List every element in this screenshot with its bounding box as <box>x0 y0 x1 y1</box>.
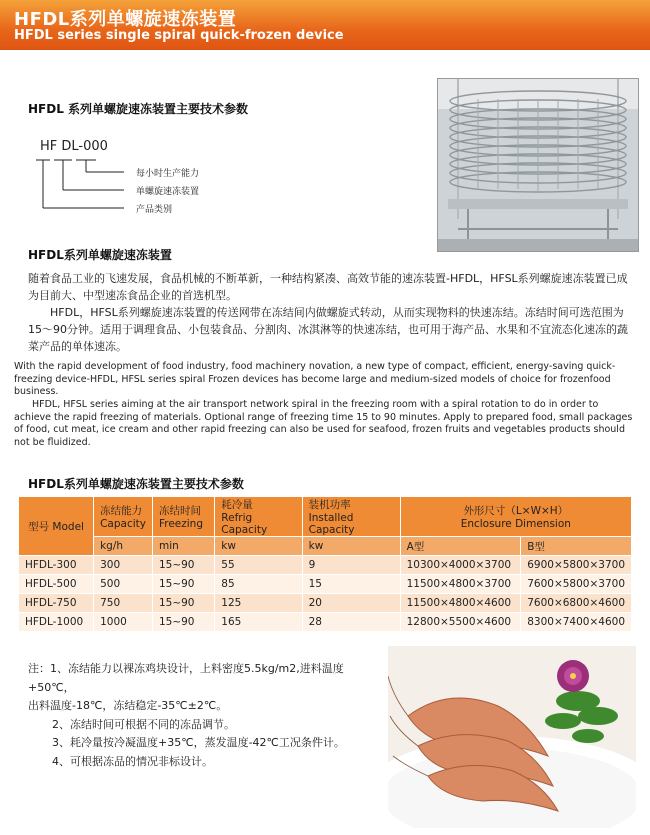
cell-dim-b: 8300×7400×4600 <box>521 613 632 632</box>
shrimp-photo <box>388 646 636 828</box>
cell-power: 28 <box>302 613 400 632</box>
title-en: HFDL series single spiral quick-frozen device <box>14 28 344 43</box>
cell-refrig: 85 <box>215 575 302 594</box>
cell-model: HFDL-750 <box>19 594 94 613</box>
table-row <box>19 575 632 594</box>
cell-power: 20 <box>302 594 400 613</box>
cell-capacity: 500 <box>94 575 153 594</box>
cell-dim-a: 10300×4000×3700 <box>400 556 521 575</box>
installed-header: 装机功率 Installed Capacity <box>302 497 400 537</box>
cell-time: 15~90 <box>152 575 214 594</box>
unit-installed: kw <box>302 537 400 556</box>
refrig-header: 耗冷量 Refrig Capacity <box>215 497 302 537</box>
dim-b-header: B型 <box>521 537 632 556</box>
cell-time: 15~90 <box>152 594 214 613</box>
label-category: 产品类别 <box>136 205 173 215</box>
label-capacity: 每小时生产能力 <box>136 169 200 179</box>
title-cn: HFDL系列单螺旋速冻装置 <box>14 9 237 30</box>
cell-power: 9 <box>302 556 400 575</box>
unit-freezing: min <box>152 537 214 556</box>
table-header-row <box>19 497 632 537</box>
cell-dim-b: 7600×6800×4600 <box>521 594 632 613</box>
table-row <box>19 613 632 632</box>
dim-a-header: A型 <box>400 537 521 556</box>
cell-dim-b: 6900×5800×3700 <box>521 556 632 575</box>
intro-en-1: With the rapid development of food industry, food machinery novation, a new type of compact, efficient, energy-saving quick-freezing device-HFDL, HFSL series spiral Frozen devices has become large and medium-sized models of choice for frozenfood business. <box>14 361 616 397</box>
cell-dim-b: 7600×5800×3700 <box>521 575 632 594</box>
spec-heading: HFDL 系列单螺旋速冻装置主要技术参数 <box>28 102 249 116</box>
table-unit-row <box>19 537 632 556</box>
table-row <box>19 556 632 575</box>
spec-table <box>18 496 632 632</box>
cell-refrig: 125 <box>215 594 302 613</box>
model-code-diagram <box>36 158 126 214</box>
header-banner <box>0 0 650 50</box>
cell-time: 15~90 <box>152 556 214 575</box>
unit-refrig: kw <box>215 537 302 556</box>
note-line: 2、冻结时间可根据不同的冻品调节。 <box>52 717 235 731</box>
table-row <box>19 594 632 613</box>
model-header: 型号 Model <box>19 497 94 556</box>
cell-model: HFDL-500 <box>19 575 94 594</box>
note-line: 4、可根据冻品的情况非标设计。 <box>52 754 213 768</box>
cell-model: HFDL-1000 <box>19 613 94 632</box>
unit-capacity: kg/h <box>94 537 153 556</box>
cell-capacity: 750 <box>94 594 153 613</box>
table-heading: HFDL系列单螺旋速冻装置主要技术参数 <box>28 477 244 491</box>
cell-refrig: 55 <box>215 556 302 575</box>
cell-power: 15 <box>302 575 400 594</box>
cell-dim-a: 11500×4800×4600 <box>400 594 521 613</box>
spiral-freezer-photo <box>437 78 639 252</box>
freezing-header: 冻结时间 Freezing <box>152 497 214 537</box>
notes <box>28 660 388 771</box>
cell-capacity: 1000 <box>94 613 153 632</box>
intro-cn-1: 随着食品工业的飞速发展，食品机械的不断革新，一种结构紧凑、高效节能的速冻装置-HFDL，HFSL系列螺旋速冻装置已成为目前大、中型速冻食品企业的首选机型。 <box>28 272 628 302</box>
note-line: 注：1、冻结能力以裸冻鸡块设计，上料密度5.5kg/m2,进料温度+50℃， <box>28 662 344 694</box>
capacity-header: 冻结能力 Capacity <box>94 497 153 537</box>
intro-cn-2: HFDL，HFSL系列螺旋速冻装置的传送网带在冻结间内做螺旋式转动，从而实现物料的快速冻结。冻结时间可选范围为15～90分钟。适用于调理食品、小包装食品、分割肉、冰淇淋等的快速冻结，也可用于海产品、水果和不宜流态化速冻的蔬菜产品的单体速冻。 <box>28 306 628 353</box>
note-line: 3、耗冷量按冷凝温度+35℃，蒸发温度-42℃工况条件计。 <box>52 736 345 749</box>
cell-dim-a: 12800×5500×4600 <box>400 613 521 632</box>
dimension-header: 外形尺寸（L×W×H） Enclosure Dimension <box>400 497 631 537</box>
label-device: 单螺旋速冻装置 <box>136 187 200 197</box>
cell-dim-a: 11500×4800×3700 <box>400 575 521 594</box>
cell-time: 15~90 <box>152 613 214 632</box>
model-code: HF DL-000 <box>40 139 108 154</box>
intro-en-2: HFDL, HFSL series aiming at the air transport network spiral in the freezing room with a spiral rotation to do in order to achieve the rapid freezing of materials. Optional range of freezing time 15 to 90 minutes. Apply to prepared food, small packages of food, cut meat, ice cream and other rapid freezing can also be used for seafood, frozen fruits and vegetables products should not be fluidized. <box>14 399 633 448</box>
note-line: 出料温度-18℃，冻结稳定-35℃±2℃。 <box>28 699 228 712</box>
cell-capacity: 300 <box>94 556 153 575</box>
cell-model: HFDL-300 <box>19 556 94 575</box>
intro-heading: HFDL系列单螺旋速冻装置 <box>28 248 172 262</box>
cell-refrig: 165 <box>215 613 302 632</box>
